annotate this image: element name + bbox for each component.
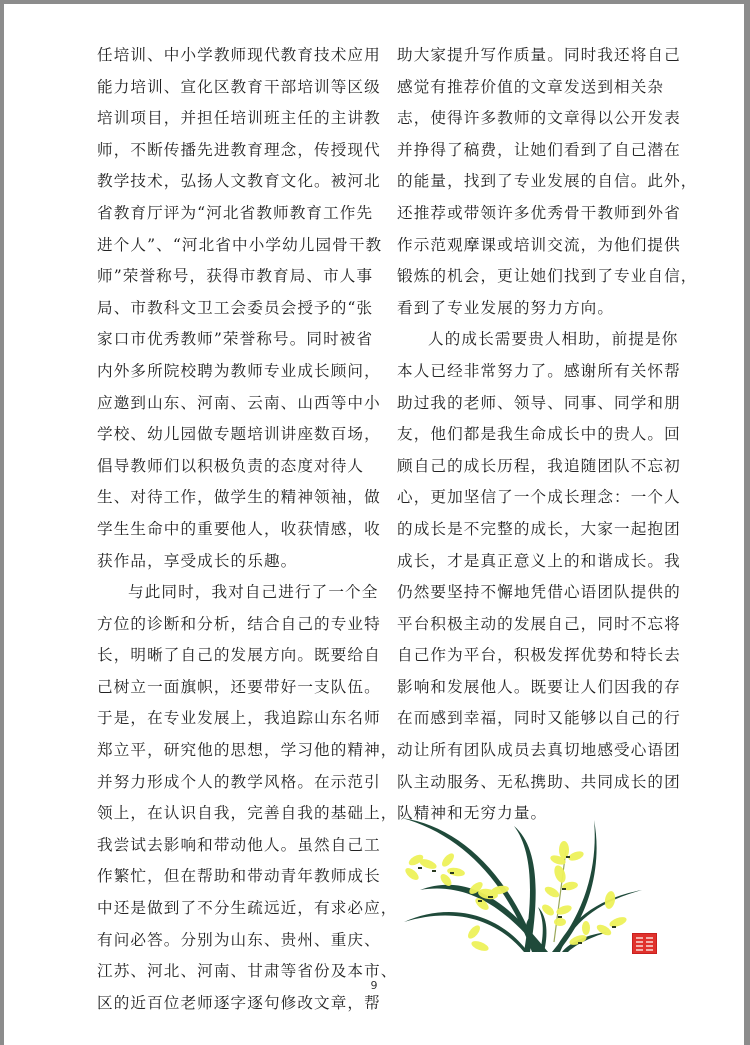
text-line: 内外多所院校聘为教师专业成长顾问， xyxy=(97,361,381,380)
seal-glyph-right xyxy=(646,936,653,951)
red-seal-stamp xyxy=(632,933,657,954)
right-text-column xyxy=(397,40,698,830)
text-line: 友，他们都是我生命成长中的贵人。回 xyxy=(397,425,681,444)
text-line: 助大家提升写作质量。同时我还将自己 xyxy=(397,46,681,64)
seal-glyph-left xyxy=(636,936,643,951)
text-line: 仍然要坚持不懈地凭借心语团队提供的 xyxy=(397,583,681,602)
text-line: 并挣得了稿费，让她们看到了自己潜在 xyxy=(397,140,681,159)
text-line: 的成长是不完整的成长，大家一起抱团 xyxy=(397,519,681,538)
text-line: 还推荐或带领许多优秀骨干教师到外省 xyxy=(397,203,681,222)
text-line: 队主动服务、无私携助、共同成长的团 xyxy=(397,772,681,791)
text-line: 任培训、中小学教师现代教育技术应用 xyxy=(97,46,381,64)
text-line: 培训项目，并担任培训班主任的主讲教 xyxy=(97,109,381,128)
text-line: 教学技术，弘扬人文教育文化。被河北 xyxy=(97,172,381,191)
text-line: 区的近百位老师逐字逐句修改文章，帮 xyxy=(97,993,381,1012)
paragraph-start-line: 与此同时，我对自己进行了一个全 xyxy=(128,583,379,602)
text-line: 能力培训、宣化区教育干部培训等区级 xyxy=(97,77,381,96)
text-line: 郑立平，研究他的思想，学习他的精神， xyxy=(97,741,398,760)
text-line: 感觉有推荐价值的文章发送到相关杂 xyxy=(397,77,665,96)
text-line: 影响和发展他人。既要让人们因我的存 xyxy=(397,677,681,696)
text-line: 己树立一面旗帜，还要带好一支队伍。 xyxy=(97,677,381,696)
text-line: 局、市教科文卫工会委员会授予的“张 xyxy=(97,298,374,317)
text-line: 在而感到幸福，同时又能够以自己的行 xyxy=(397,709,681,728)
paragraph-start-line: 人的成长需要贵人相助，前提是你 xyxy=(428,330,679,349)
text-line: 生、对待工作，做学生的精神领袖，做 xyxy=(97,488,381,507)
text-line: 进个人”、“河北省中小学幼儿园骨干教 xyxy=(97,235,383,254)
text-line: 动让所有团队成员去真切地感受心语团 xyxy=(397,741,681,760)
document-page xyxy=(4,4,744,1045)
text-line: 于是，在专业发展上，我追踪山东名师 xyxy=(97,709,381,728)
text-line: 自己作为平台，积极发挥优势和特长去 xyxy=(397,646,681,665)
text-line: 志，使得许多教师的文章得以公开发表 xyxy=(397,109,681,128)
text-line: 应邀到山东、河南、云南、山西等中小 xyxy=(97,393,381,412)
text-line: 方位的诊断和分析，结合自己的专业特 xyxy=(97,614,381,633)
text-line: 中还是做到了不分生疏远近，有求必应， xyxy=(97,899,398,918)
text-line: 成长，才是真正意义上的和谐成长。我 xyxy=(397,551,681,570)
text-line: 家口市优秀教师”荣誉称号。同时被省 xyxy=(97,330,374,349)
text-line: 我尝试去影响和带动他人。虽然自己工 xyxy=(97,835,381,854)
text-line: 长，明晰了自己的发展方向。既要给自 xyxy=(97,646,381,665)
text-line: 作繁忙，但在帮助和带动青年教师成长 xyxy=(97,867,381,886)
text-line: 顾自己的成长历程，我追随团队不忘初 xyxy=(397,456,681,475)
text-line: 获作品，享受成长的乐趣。 xyxy=(97,551,298,570)
text-line: 学校、幼儿园做专题培训讲座数百场， xyxy=(97,425,381,444)
text-line: 并努力形成个人的教学风格。在示范引 xyxy=(97,772,381,791)
page-number: 9 xyxy=(370,979,378,992)
text-line: 江苏、河北、河南、甘肃等省份及本市、 xyxy=(97,962,398,981)
text-line: 助过我的老师、领导、同事、同学和朋 xyxy=(397,393,681,412)
text-line: 学生生命中的重要他人，收获情感，收 xyxy=(97,519,381,538)
text-line: 作示范观摩课或培训交流，为他们提供 xyxy=(397,235,681,254)
text-line: 的能量，找到了专业发展的自信。此外， xyxy=(397,172,698,191)
text-line: 师”荣誉称号，获得市教育局、市人事 xyxy=(97,267,374,286)
text-line: 心，更加坚信了一个成长理念：一个人 xyxy=(397,488,681,507)
text-line: 师，不断传播先进教育理念，传授现代 xyxy=(97,140,381,159)
text-line: 看到了专业发展的努力方向。 xyxy=(397,298,615,317)
orchid-illustration xyxy=(398,812,668,957)
text-line: 领上，在认识自我，完善自我的基础上， xyxy=(97,804,398,823)
text-line: 有问必答。分别为山东、贵州、重庆、 xyxy=(97,930,381,949)
text-line: 省教育厅评为“河北省教师教育工作先 xyxy=(97,203,374,222)
text-line: 队精神和无穷力量。 xyxy=(397,804,548,823)
text-line: 锻炼的机会，更让她们找到了专业自信， xyxy=(397,267,698,286)
left-text-column xyxy=(97,40,398,1019)
text-line: 倡导教师们以积极负责的态度对待人 xyxy=(97,456,365,475)
text-line: 本人已经非常努力了。感谢所有关怀帮 xyxy=(397,361,681,380)
text-line: 平台积极主动的发展自己，同时不忘将 xyxy=(397,614,681,633)
